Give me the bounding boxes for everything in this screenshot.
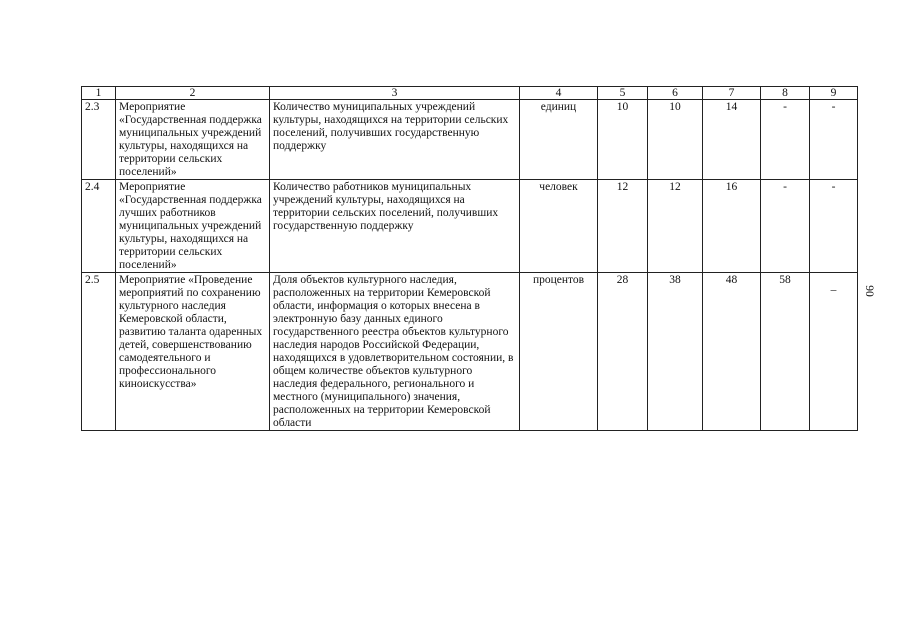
header-col-8: 8 (761, 87, 810, 100)
header-col-6: 6 (648, 87, 703, 100)
table-row (82, 180, 858, 273)
table-row (82, 273, 858, 431)
indicator-name: Количество муниципальных учреждений культуры, находящихся на территории сельских поселений, получивших государственную поддержку (270, 100, 520, 180)
value-col-5: 10 (598, 100, 648, 180)
value-col-6: 12 (648, 180, 703, 273)
value-col-7: 16 (703, 180, 761, 273)
header-col-3: 3 (270, 87, 520, 100)
table-header-row (82, 87, 858, 100)
row-number: 2.3 (82, 100, 116, 180)
unit-cell: процентов (520, 273, 598, 431)
value-col-8: 58 (761, 273, 810, 431)
header-col-1: 1 (82, 87, 116, 100)
table-row (82, 100, 858, 180)
value-col-9-text: _ (830, 280, 837, 292)
event-name: Мероприятие «Государственная поддержка лучших работников муниципальных учреждений культуры, находящихся на территории сельских поселений» (116, 180, 270, 273)
header-col-2: 2 (116, 87, 270, 100)
indicator-name: Количество работников муниципальных учреждений культуры, находящихся на территории сельских поселений, получивших государственную поддержку (270, 180, 520, 273)
value-col-8: - (761, 100, 810, 180)
value-col-5: 28 (598, 273, 648, 431)
value-col-5: 12 (598, 180, 648, 273)
header-col-9: 9 (810, 87, 858, 100)
value-col-6: 10 (648, 100, 703, 180)
value-col-9: - (810, 180, 858, 273)
row-number: 2.5 (82, 273, 116, 431)
value-col-6: 38 (648, 273, 703, 431)
value-col-7: 48 (703, 273, 761, 431)
value-col-9 (810, 273, 858, 431)
unit-cell: единиц (520, 100, 598, 180)
header-col-4: 4 (520, 87, 598, 100)
row-number: 2.4 (82, 180, 116, 273)
event-name: Мероприятие «Проведение мероприятий по сохранению культурного наследия Кемеровской области, развитию таланта одаренных детей, совершенствованию самодеятельного и профессионального киноискусства» (116, 273, 270, 431)
value-col-7: 14 (703, 100, 761, 180)
page-number: 90 (863, 285, 875, 297)
indicators-table (81, 86, 858, 431)
header-col-7: 7 (703, 87, 761, 100)
indicator-name: Доля объектов культурного наследия, расположенных на территории Кемеровской области, информация о которых внесена в электронную базу данных единого государственного реестра объектов культурного наследия народов Российской Федерации, находящихся в удовлетворительном состоянии, в общем количестве объектов культурного наследия федерального, регионального и местного (муниципального) значения, расположенных на территории Кемеровской области (270, 273, 520, 431)
header-col-5: 5 (598, 87, 648, 100)
value-col-8: - (761, 180, 810, 273)
value-col-9: - (810, 100, 858, 180)
unit-cell: человек (520, 180, 598, 273)
event-name: Мероприятие «Государственная поддержка муниципальных учреждений культуры, находящихся на территории сельских поселений» (116, 100, 270, 180)
